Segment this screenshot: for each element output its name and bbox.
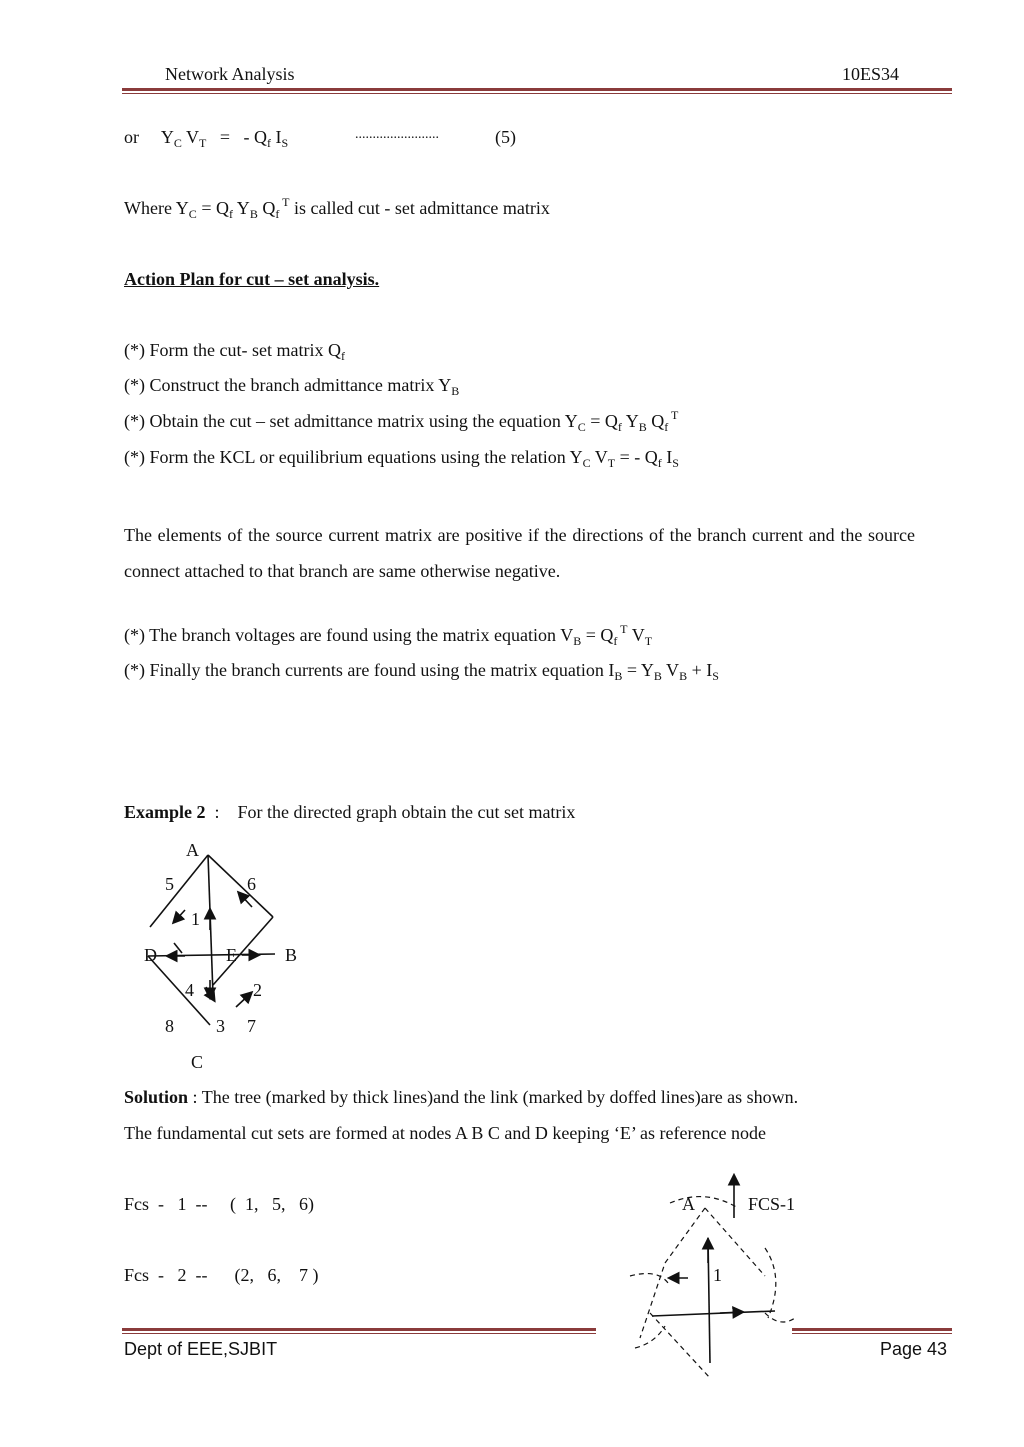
graph-node-D: D: [144, 945, 157, 965]
fcs-label: FCS-1: [748, 1194, 796, 1214]
step-kcl-equations: (*) Form the KCL or equilibrium equations using the relation $Y_C$ $V_T$ = - $Q_f$ $I_S$: [124, 447, 679, 470]
footer-page-number: Page 43: [880, 1339, 948, 1359]
fcs-dashed-curve-right: [765, 1248, 776, 1318]
fcs-1-line: Fcs - 1 -- ( 1, 5, 6): [124, 1194, 314, 1214]
step-form-cutset: (*) Form the cut- set matrix $Q_f$: [124, 340, 345, 363]
branch-currents-step: (*) Finally the branch currents are found using the matrix equation $I_B = Y_B$ $V_B + I_S$: [124, 660, 719, 683]
where-definition: Where $Y_C = Q_f$ $Y_B$ $Q_f$ $^T$ is called cut - set admittance matrix: [124, 195, 550, 221]
header-rule: [122, 88, 952, 91]
graph-branch-7: 7: [247, 1016, 256, 1036]
footer-rule-left-thin: [122, 1333, 596, 1334]
arrow-edge-5: [174, 910, 185, 922]
fcs-dashed-curve-br: [765, 1313, 795, 1322]
graph-node-E: E: [226, 945, 237, 965]
footer-rule-left: [122, 1328, 596, 1331]
step-branch-admittance: (*) Construct the branch admittance matrix $Y_B$: [124, 375, 460, 398]
fcs-branch-de-line: [652, 1311, 775, 1316]
graph-branch-1: 1: [191, 909, 200, 929]
graph-edge-2: [213, 917, 273, 985]
graph-edge-8: [148, 956, 210, 1025]
fcs-node-A: A: [682, 1194, 695, 1214]
equation-5-dots: ........................: [355, 127, 439, 142]
fcs-branch-1: 1: [713, 1265, 722, 1285]
graph-node-B: B: [285, 945, 298, 965]
graph-edge-6: [208, 855, 273, 917]
footer-rule-right-thin: [792, 1333, 952, 1334]
fcs-cut-curve: [670, 1197, 738, 1208]
graph-branch-8: 8: [165, 1016, 174, 1036]
header-code: 10ES34: [842, 64, 900, 84]
graph-node-C: C: [191, 1052, 204, 1072]
graph-branch-5: 5: [165, 874, 174, 894]
equation-5-number: (5): [495, 127, 516, 147]
equation-5: or $Y_C$ $V_T$ = - $Q_f$ $I_S$: [124, 127, 289, 150]
fcs-dashed-edge-8: [650, 1313, 710, 1378]
graph-branch-4: 4: [185, 980, 194, 1000]
graph-branch-3: 3: [216, 1016, 225, 1036]
arrow-edge-2: [236, 993, 251, 1007]
source-current-paragraph: The elements of the source current matrix are positive if the directions of the branch current and the source connect attached to that branch are same otherwise negative.: [124, 525, 915, 581]
footer-rule-right: [792, 1328, 952, 1331]
header-rule-thin: [122, 93, 952, 94]
action-plan-heading: Action Plan for cut – set analysis.: [124, 269, 380, 289]
fcs-2-line: Fcs - 2 -- (2, 6, 7 ): [124, 1265, 319, 1285]
solution-line-1: Solution : The tree (marked by thick lines)and the link (marked by doffed lines)are as shown.: [124, 1087, 799, 1107]
graph-branch-2: 2: [253, 980, 262, 1000]
solution-line-2: The fundamental cut sets are formed at nodes A B C and D keeping ‘E’ as reference node: [124, 1123, 766, 1143]
fcs-dashed-edge-5: [640, 1208, 705, 1338]
footer-department: Dept of EEE,SJBIT: [124, 1339, 278, 1359]
directed-graph: [130, 835, 330, 1075]
example-2: Example 2 : For the directed graph obtain the cut set matrix: [124, 802, 576, 822]
graph-branch-6: 6: [247, 874, 256, 894]
fcs-arrow-right: [720, 1312, 742, 1313]
graph-node-A: A: [186, 840, 199, 860]
fcs-1-figure: [620, 1168, 810, 1388]
arrow-edge-d-tick: [174, 943, 182, 953]
branch-voltages-step: (*) The branch voltages are found using the matrix equation $V_B = Q_f$ $^T$ $V_T$: [124, 622, 653, 648]
header-title: Network Analysis: [165, 64, 295, 84]
step-cutset-admittance: (*) Obtain the cut – set admittance matrix using the equation $Y_C = Q_f$ $Y_B$ $Q_f$ $^T$: [124, 408, 679, 434]
fcs-dashed-curve-left: [630, 1274, 670, 1286]
fcs-dashed-curve-lower: [635, 1326, 665, 1348]
